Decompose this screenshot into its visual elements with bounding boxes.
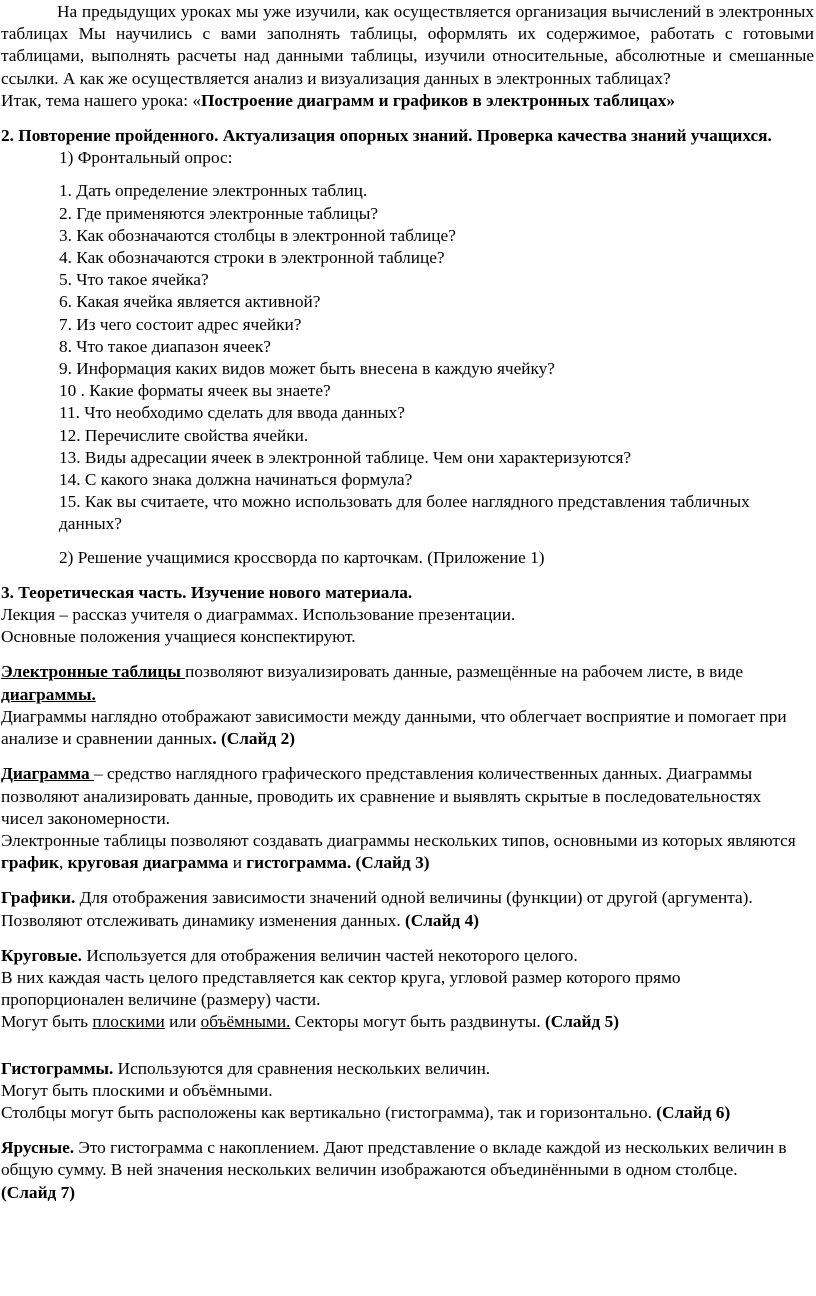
lecture-line: Лекция – рассказ учителя о диаграммах. Использование презентации. (1, 605, 516, 625)
type-graph: график (1, 853, 59, 873)
separator: , (58, 853, 68, 873)
slide-ref: (Слайд 7) (1, 1182, 75, 1202)
list-item: 6. Какая ячейка является активной? (59, 292, 321, 312)
diagram-term: Диаграмма (1, 764, 94, 784)
lesson-topic (1, 90, 814, 112)
topic-prefix: Итак, тема нашего урока: « (1, 90, 201, 110)
topic-title: Построение диаграмм и графиков в электронных таблицах» (200, 90, 675, 110)
graphs-text: Для отображения зависимости значений одной величины (функции) от другой (аргумента). Позволяют отслеживать динамику изменения данных. (1, 888, 753, 930)
list-item: 13. Виды адресации ячеек в электронной таблице. Чем они характеризуются? (59, 447, 632, 467)
intro-paragraph: На предыдущих уроках мы уже изучили, как осуществляется организация вычислений в электронных таблицах Мы научились с вами заполнять таблицы, оформлять их содержимое, работать с готовыми таблицами, выполнять расчеты над данными таблицы, изучили относительные, абсолютные и смешанные ссылки. А как же осуществляется анализ и визуализация данных в электронных таблицах? (1, 2, 814, 88)
graphs-term: Графики. (1, 888, 76, 908)
spreadsheets-text: позволяют визуализировать данные, размещённые на рабочем листе, в виде (185, 662, 744, 682)
list-item: 1. Дать определение электронных таблиц. (59, 181, 368, 201)
list-item: 8. Что такое диапазон ячеек? (59, 336, 271, 356)
pie-text: Используется для отображения величин частей некоторого целого. (82, 945, 578, 965)
hist-term: Гистограммы. (1, 1058, 114, 1078)
slide-ref: (Слайд 3) (351, 853, 430, 873)
list-item: 7. Из чего состоит адрес ячейки? (59, 314, 302, 334)
hist-text: Используются для сравнения нескольких величин. (113, 1058, 491, 1078)
pie-paragraph (1, 945, 814, 967)
pie-term: Круговые. (1, 945, 82, 965)
list-item: 12. Перечислите свойства ячейки. (59, 425, 309, 445)
diagram-definition (1, 763, 791, 830)
hist-line2: Могут быть плоскими и объёмными. (1, 1080, 273, 1100)
graphs-paragraph (1, 887, 781, 931)
stack-term: Ярусные. (1, 1138, 75, 1158)
list-item: 3. Как обозначаются столбцы в электронной таблице? (59, 225, 456, 245)
slide-ref: (Слайд 5) (544, 1012, 619, 1032)
hist-line3 (1, 1102, 814, 1124)
hist-paragraph (1, 1058, 814, 1080)
list-item: 9. Информация каких видов может быть внесена в каждую ячейку? (59, 359, 555, 379)
list-item: 10 . Какие форматы ячеек вы знаете? (59, 381, 331, 401)
charts-paragraph (1, 706, 791, 750)
frontal-survey-item: 1) Фронтальный опрос: (59, 148, 233, 168)
spreadsheets-paragraph (1, 661, 791, 705)
list-item: 14. С какого знака должна начинаться формула? (59, 470, 413, 490)
type-histogram: гистограмма. (246, 853, 352, 873)
charts-text: Диаграммы наглядно отображают зависимости между данными, что облегчает восприятие и помогает при анализе и сравнении данных (1, 706, 787, 749)
separator: и (228, 853, 247, 873)
slide-ref: (Слайд 4) (405, 910, 479, 930)
list-item: 15. Как вы считаете, что можно использовать для более наглядного представления табличных данных? (59, 492, 750, 534)
slide-ref: (Слайд 6) (656, 1102, 731, 1122)
list-item: 5. Что такое ячейка? (59, 270, 209, 290)
charts-term: диаграммы. (1, 684, 96, 704)
section2-heading (1, 125, 814, 147)
crossword-item: 2) Решение учащимися кроссворда по карточкам. (Приложение 1) (59, 547, 545, 567)
diagram-text: – средство наглядного графического представления количественных данных. Диаграммы позволяют анализировать данные, проводить их сравнение и выявлять скрытые в последовательностях чисел закономерности. (1, 764, 762, 828)
diagram-types (1, 830, 813, 874)
diagram-types-text: Электронные таблицы позволяют создавать диаграммы нескольких типов, основными из которых являются (1, 830, 796, 850)
spreadsheets-term: Электронные таблицы (1, 662, 186, 682)
pie-variants-text: или (164, 1012, 201, 1032)
notes-line: Основные положения учащиеся конспектируют. (1, 627, 356, 647)
list-item: 2. Где применяются электронные таблицы? (59, 203, 378, 223)
pie-description: В них каждая часть целого представляется как сектор круга, угловой размер которого прямо пропорционален величине (размеру) части. (1, 967, 681, 1010)
type-pie: круговая диаграмма (67, 853, 229, 873)
pie-variants (1, 1011, 814, 1033)
flat-term: плоскими (92, 1012, 165, 1032)
pie-variants-text: Могут быть (1, 1012, 93, 1032)
stack-paragraph (1, 1137, 791, 1204)
pie-variants-text: Секторы могут быть раздвинуты. (290, 1012, 545, 1032)
section3-heading-text: 3. Теоретическая часть. Изучение нового материала. (1, 582, 413, 602)
hist-line3-text: Столбцы могут быть расположены как вертикально (гистограмма), так и горизонтально. (1, 1102, 657, 1122)
list-item: 4. Как обозначаются строки в электронной таблице? (59, 248, 445, 268)
slide-ref: . (Слайд 2) (212, 729, 295, 749)
question-list (1, 180, 814, 535)
list-item: 11. Что необходимо сделать для ввода данных? (59, 403, 405, 423)
volume-term: объёмными. (200, 1012, 291, 1032)
section2-heading-text: 2. Повторение пройденного. Актуализация опорных знаний. Проверка качества знаний учащихся. (1, 126, 772, 146)
section3-heading (1, 582, 814, 604)
stack-text: Это гистограмма с накоплением. Дают представление о вкладе каждой из нескольких величин в общую сумму. В ней значения нескольких величин изображаются объединёнными в одном столбце. (1, 1138, 787, 1180)
